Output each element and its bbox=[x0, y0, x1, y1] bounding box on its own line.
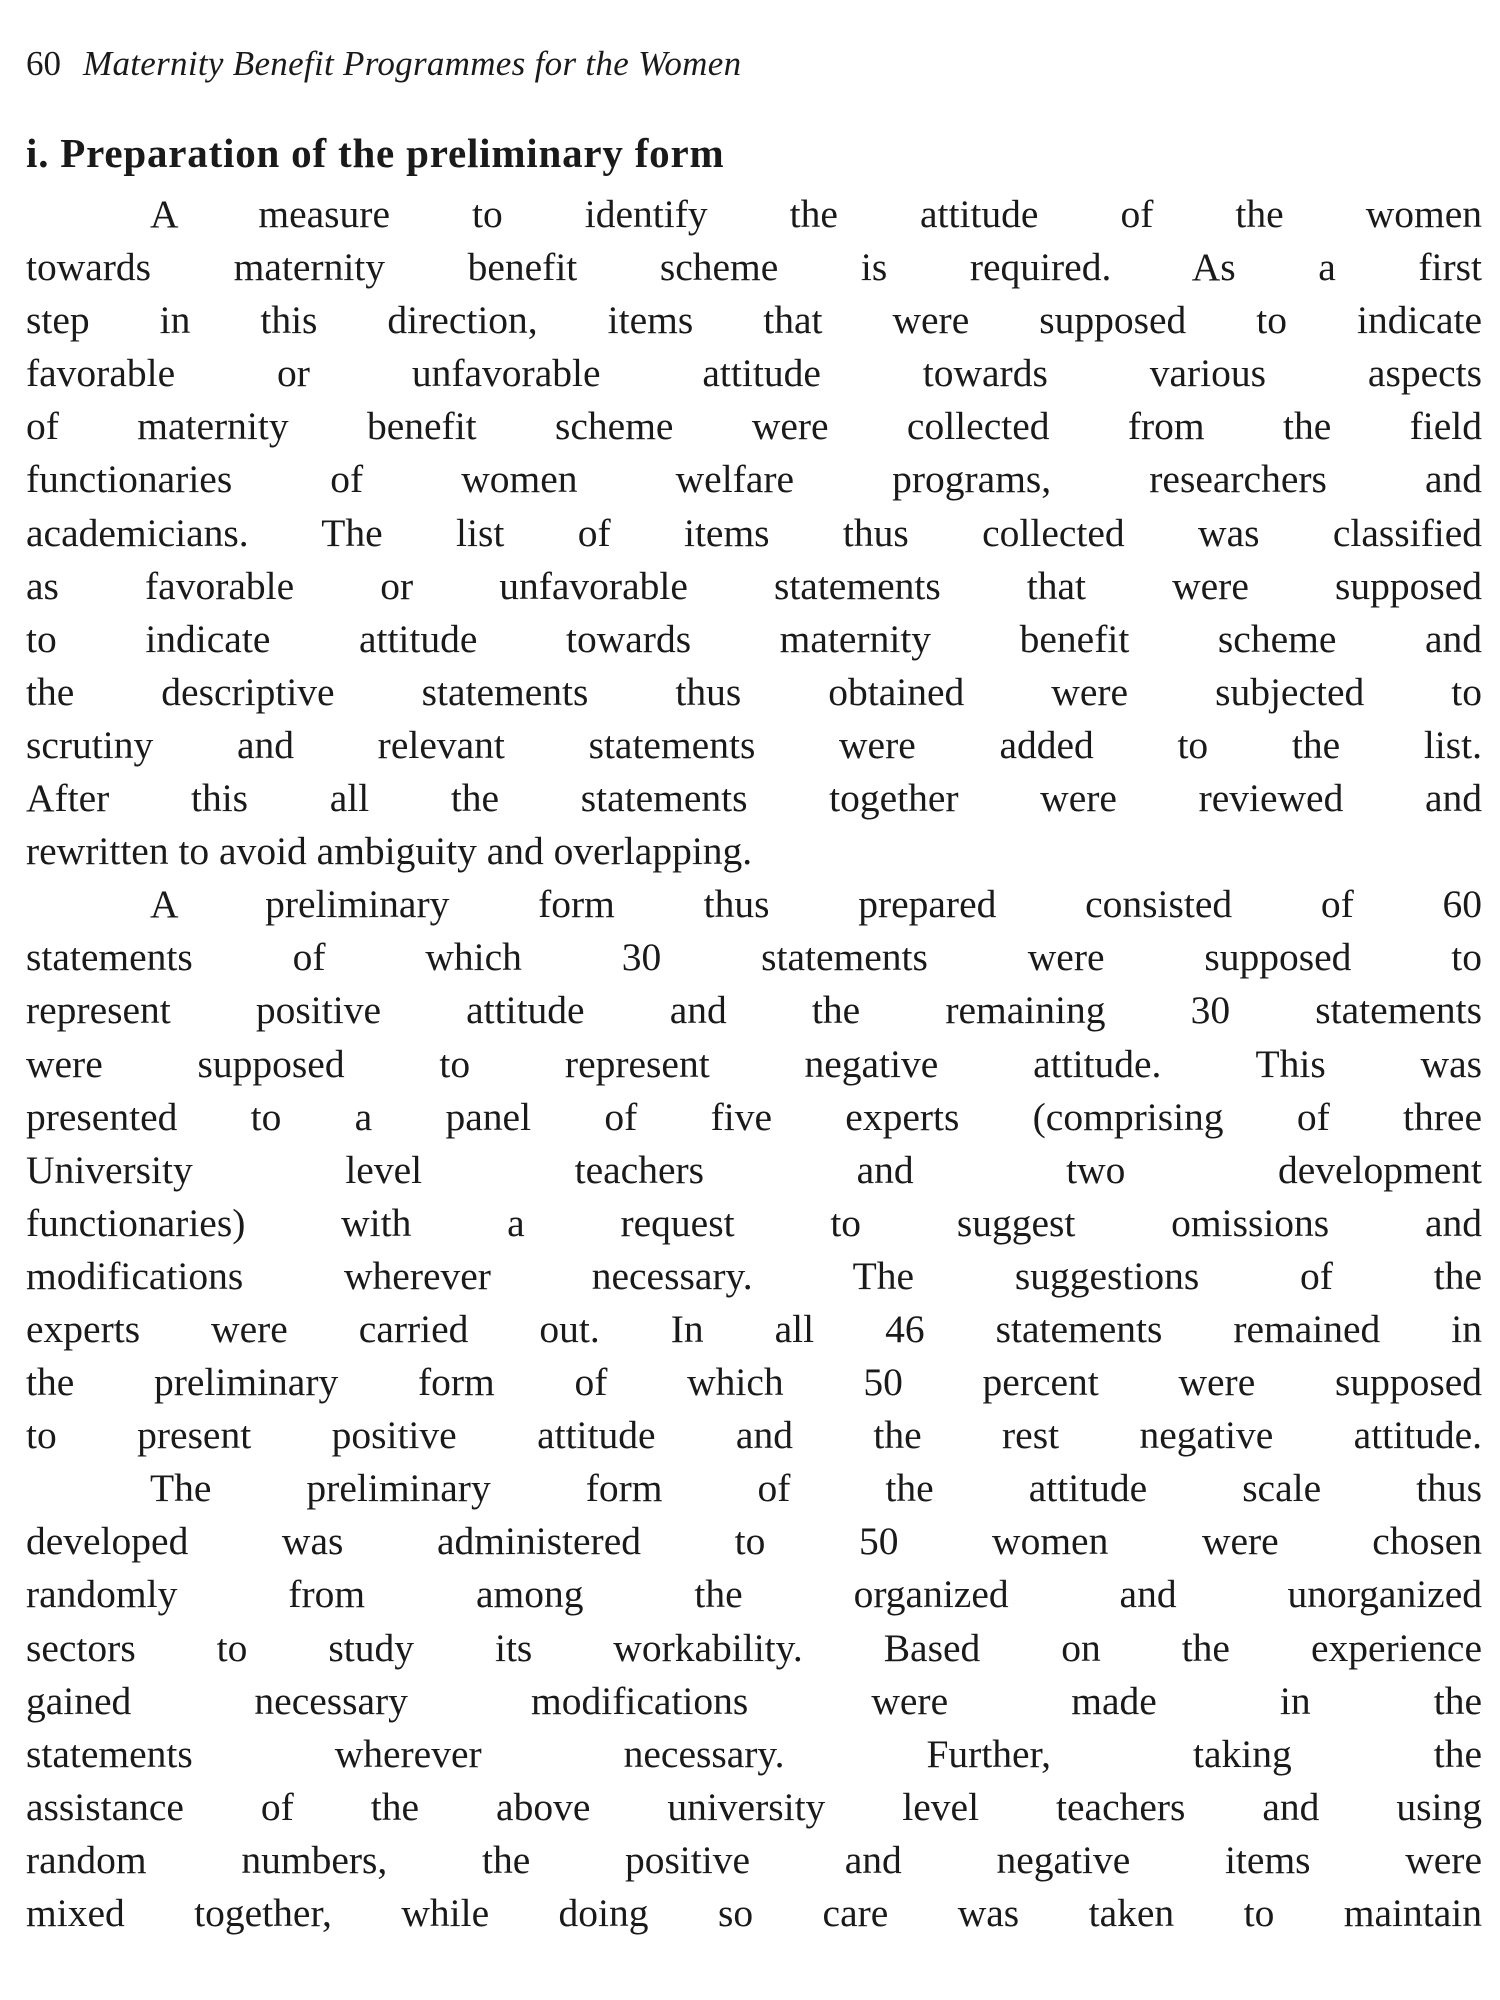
body-text bbox=[26, 188, 1482, 1940]
text-line: the preliminary form of which 50 percent were supposed bbox=[26, 1360, 1482, 1405]
text-line: statements of which 30 statements were supposed to bbox=[26, 935, 1482, 980]
paragraph-3 bbox=[26, 1462, 1482, 1940]
text-line: random numbers, the positive and negative items were bbox=[26, 1837, 1482, 1882]
text-line: presented to a panel of five experts (comprising of three bbox=[26, 1094, 1482, 1139]
text-line: experts were carried out. In all 46 statements remained in bbox=[26, 1306, 1482, 1351]
text-line: randomly from among the organized and unorganized bbox=[26, 1572, 1482, 1617]
text-line: step in this direction, items that were supposed to indicate bbox=[26, 298, 1482, 343]
section-heading: i. Preparation of the preliminary form bbox=[26, 130, 725, 176]
page-number: 60 bbox=[26, 44, 61, 83]
text-line: as favorable or unfavorable statements that were supposed bbox=[26, 563, 1482, 608]
text-line: assistance of the above university level teachers and using bbox=[26, 1784, 1482, 1829]
book-page bbox=[26, 42, 1482, 1940]
text-line: scrutiny and relevant statements were added to the list. bbox=[26, 722, 1482, 767]
text-line: After this all the statements together were reviewed and bbox=[26, 776, 1482, 821]
text-line: rewritten to avoid ambiguity and overlapping. bbox=[26, 829, 753, 874]
text-line: sectors to study its workability. Based on the experience bbox=[26, 1625, 1482, 1670]
text-line: functionaries) with a request to suggest omissions and bbox=[26, 1200, 1482, 1245]
text-line: modifications wherever necessary. The suggestions of the bbox=[26, 1253, 1482, 1298]
text-line: mixed together, while doing so care was taken to maintain bbox=[26, 1891, 1482, 1935]
text-line: developed was administered to 50 women were chosen bbox=[26, 1519, 1482, 1564]
text-line: of maternity benefit scheme were collected from the field bbox=[26, 404, 1482, 449]
paragraph-2 bbox=[26, 878, 1482, 1462]
text-line: favorable or unfavorable attitude towards various aspects bbox=[26, 351, 1482, 396]
paragraph-1 bbox=[26, 188, 1482, 878]
text-line: represent positive attitude and the remaining 30 statements bbox=[26, 988, 1482, 1033]
text-line: academicians. The list of items thus collected was classified bbox=[26, 510, 1482, 555]
text-line: University level teachers and two development bbox=[26, 1147, 1482, 1192]
text-line: The preliminary form of the attitude scale thus bbox=[150, 1466, 1482, 1511]
text-line: towards maternity benefit scheme is required. As a first bbox=[26, 245, 1482, 290]
text-line: to present positive attitude and the rest negative attitude. bbox=[26, 1413, 1482, 1458]
text-line: A preliminary form thus prepared consisted of 60 bbox=[150, 882, 1482, 927]
running-head bbox=[26, 42, 1482, 98]
text-line: A measure to identify the attitude of the women bbox=[150, 192, 1482, 236]
text-line: statements wherever necessary. Further, taking the bbox=[26, 1731, 1482, 1776]
book-title: Maternity Benefit Programmes for the Women bbox=[83, 44, 742, 83]
text-line: functionaries of women welfare programs, researchers and bbox=[26, 457, 1482, 502]
text-line: the descriptive statements thus obtained were subjected to bbox=[26, 669, 1482, 714]
text-line: gained necessary modifications were made in the bbox=[26, 1678, 1482, 1723]
text-line: were supposed to represent negative attitude. This was bbox=[26, 1041, 1482, 1086]
text-line: to indicate attitude towards maternity benefit scheme and bbox=[26, 616, 1482, 661]
